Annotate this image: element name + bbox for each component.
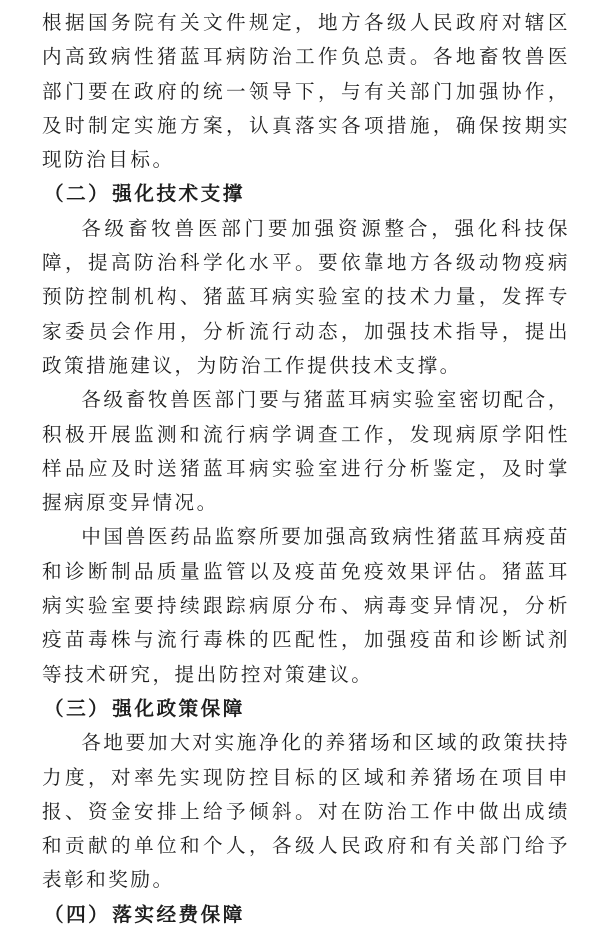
heading-number: （二） [44,182,111,206]
heading-policy-support [42,692,570,726]
heading-title: 落实经费保障 [112,902,245,926]
heading-title: 强化政策保障 [112,696,245,720]
paragraph-vaccine-supervision: 中国兽医药品监察所要加强高致病性猪蓝耳病疫苗和诊断制品质量监管以及疫苗免疫效果评估。猪蓝耳病实验室要持续跟踪病原分布、病毒变异情况，分析疫苗毒株与流行毒株的匹配性，加强疫苗和诊断试剂等技术研究，提出防控对策建议。 [42,525,570,686]
paragraph-policy-incentives: 各地要加大对实施净化的养猪场和区域的政策扶持力度，对率先实现防控目标的区域和养猪场在项目申报、资金安排上给予倾斜。对在防治工作中做出成绩和贡献的单位和个人，各级人民政府和有关部门给予表彰和奖励。 [42,731,570,892]
heading-funding-support [42,898,570,932]
heading-title: 强化技术支撑 [112,182,245,206]
heading-technical-support [42,177,570,211]
paragraph-responsibility: 根据国务院有关文件规定，地方各级人民政府对辖区内高致病性猪蓝耳病防治工作负总责。各地畜牧兽医部门要在政府的统一领导下，与有关部门加强协作，及时制定实施方案，认真落实各项措施，确保按期实现防治目标。 [42,11,570,172]
paragraph-resource-integration: 各级畜牧兽医部门要加强资源整合，强化科技保障，提高防治科学化水平。要依靠地方各级动物疫病预防控制机构、猪蓝耳病实验室的技术力量，发挥专家委员会作用，分析流行动态，加强技术指导，提出政策措施建议，为防治工作提供技术支撑。 [42,216,570,377]
paragraph-lab-cooperation: 各级畜牧兽医部门要与猪蓝耳病实验室密切配合，积极开展监测和流行病学调查工作，发现病原学阳性样品应及时送猪蓝耳病实验室进行分析鉴定，及时掌握病原变异情况。 [42,388,570,515]
heading-number: （四） [44,902,111,926]
heading-number: （三） [44,696,111,720]
